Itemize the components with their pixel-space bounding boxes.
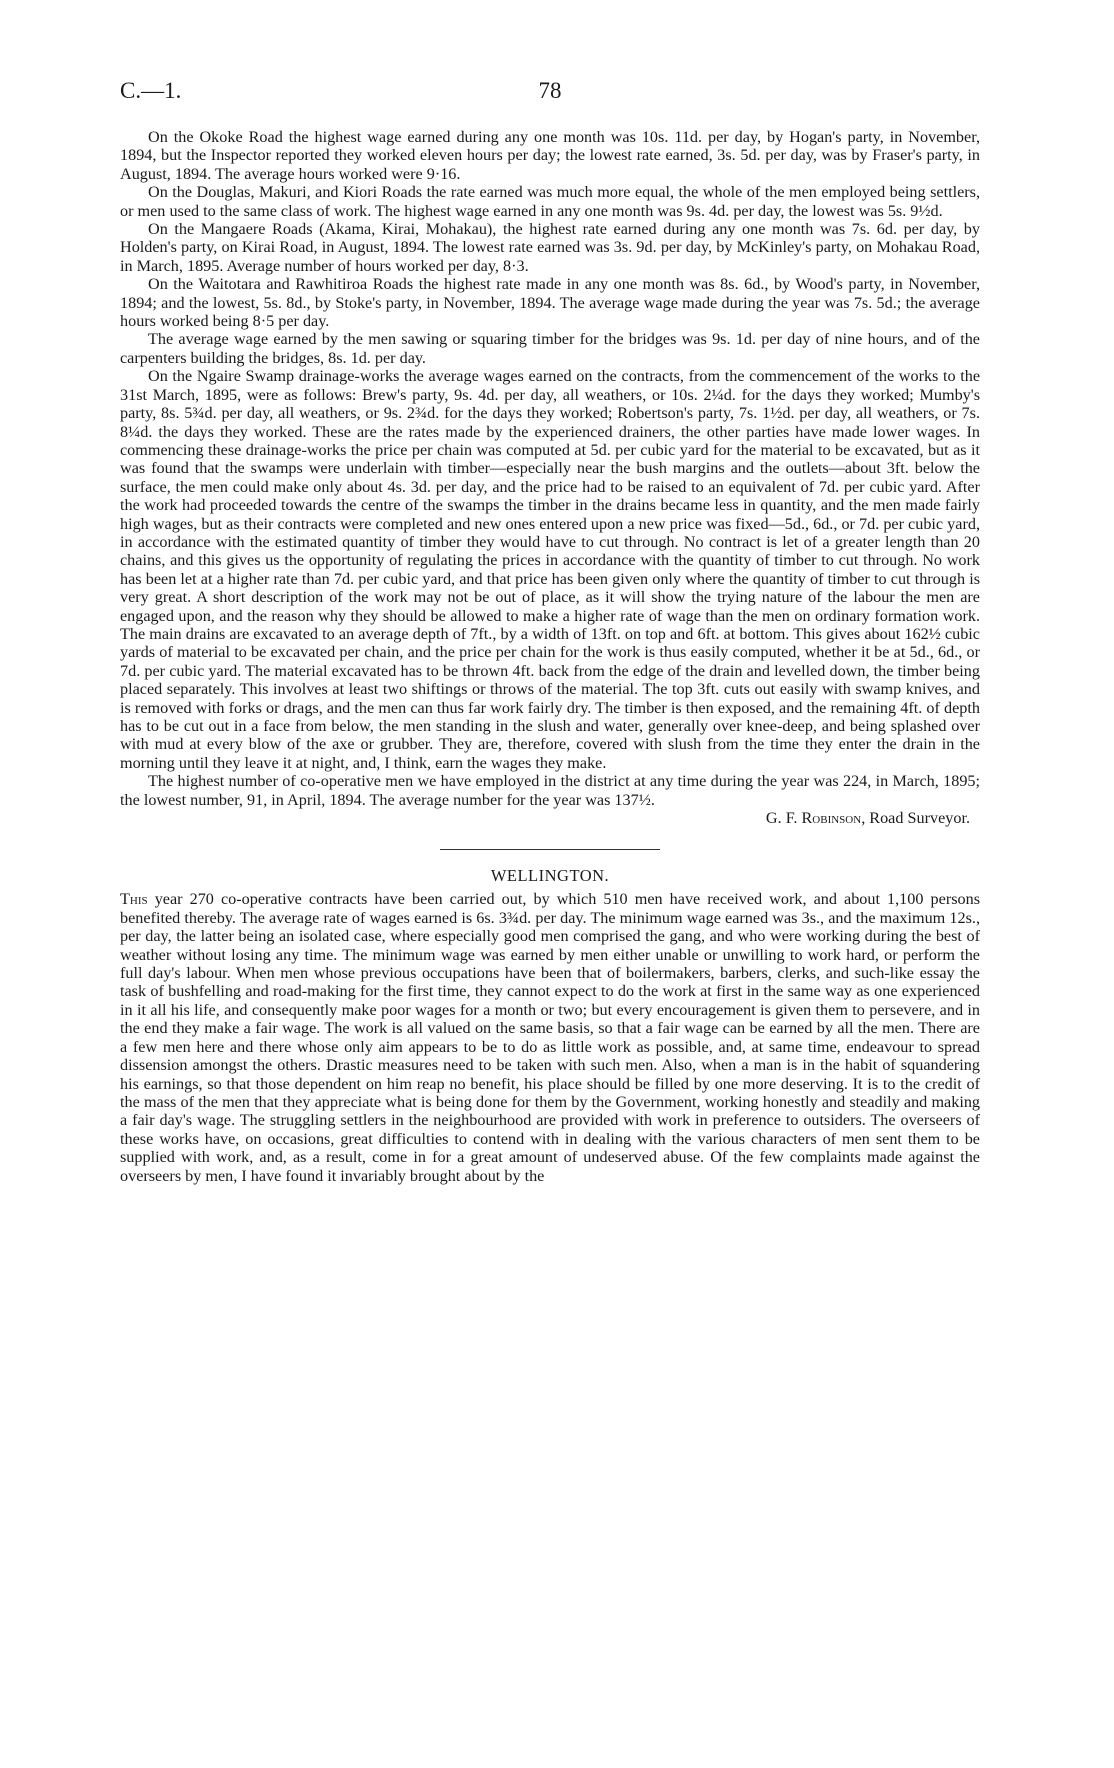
wellington-section [120,866,980,1185]
document-reference: C.—1. [120,78,182,103]
signature [120,809,980,827]
paragraph-cooperative-numbers: The highest number of co-operative men we have employed in the district at any time during the year was 224, in March, 1895; the lowest number, 91, in April, 1894. The average number for the year was 137½. [120,772,980,809]
paragraph-mangaere-roads: On the Mangaere Roads (Akama, Kirai, Mohakau), the highest rate earned during any one month was 7s. 6d. per day, by Holden's party, on Kirai Road, in August, 1894. The lowest rate earned was 3s. 9d. per day, by McKinley's party, on Mohakau Road, in March, 1895. Average number of hours worked per day, 8·3. [120,220,980,275]
road-surveyor-report [120,128,980,827]
paragraph-waitotara-roads: On the Waitotara and Rawhitiroa Roads the highest rate made in any one month was 8s. 6d., by Wood's party, in November, 1894; and the lowest, 5s. 8d., by Stoke's party, in November, 1894. The average wage made during the year was 7s. 5d.; the average hours worked being 8·5 per day. [120,275,980,331]
paragraph-wellington-text: year 270 co-operative contracts have been carried out, by which 510 men have received work, and about 1,100 persons benefited thereby. The average rate of wages earned is 6s. 3¾d. per day. The minimum wage earned was 3s., and the maximum 12s., per day, the latter being an isolated case, where especially good men comprised the gang, and who were working during the best of weather without losing any time. The minimum wage was earned by men either unable or unwilling to work hard, or perform the full day's labour. When men whose previous occupations have been that of boilermakers, barbers, clerks, and such-like essay the task of bushfelling and road-making for the first time, they cannot expect to do the work at first in the same way as one experienced in it all his life, and consequently make poor wages for a month or two; but every encouragement is given them to persevere, and in the end they make a fair wage. The work is all valued on the same basis, so that a fair wage can be earned by all the men. There are a few men here and there whose only aim appears to be to do as little work as possible, and, at same time, endeavour to spread dissension amongst the others. Drastic measures need to be taken with such men. Also, when a man is in the habit of squandering his earnings, so that those dependent on him reap no benefit, his place should be filled by one more deserving. It is to the credit of the mass of the men that they appreciate what is being done for them by the Government, working honestly and steadily and making a fair day's wage. The struggling settlers in the neighbourhood are provided with work in preference to outsiders. The overseers of these works have, on occasions, great difficulties to contend with in dealing with the various characters of men sent them to be supplied with work, and, as a result, come in for a great amount of undeserved abuse. Of the few complaints made against the overseers by men, I have found it invariably brought about by the [120,890,980,1185]
page-header [120,78,980,118]
section-divider [440,849,660,850]
paragraph-douglas-roads: On the Douglas, Makuri, and Kiori Roads the rate earned was much more equal, the whole of the men employed being settlers, or men used to the same class of work. The highest wage earned in any one month was 9s. 4d. per day, the lowest was 5s. 9½d. [120,183,980,220]
drop-word: This [120,890,148,909]
paragraph-bridge-timber: The average wage earned by the men sawing or squaring timber for the bridges was 9s. 1d. per day of nine hours, and of the carpenters building the bridges, 8s. 1d. per day. [120,330,980,367]
paragraph-wellington [120,890,980,1185]
section-title: WELLINGTON. [490,866,610,886]
paragraph-ngaire-swamp: On the Ngaire Swamp drainage-works the average wages earned on the contracts, from the commencement of the works to the 31st March, 1895, were as follows: Brew's party, 9s. 4d. per day, all weathers, or 10s. 2¼d. for the days they worked; Mumby's party, 8s. 5¾d. per day, all weathers, or 9s. 2¾d. for the days they worked; Robertson's party, 7s. 1½d. per day, all weathers, or 7s. 8¼d. the days they worked. These are the rates made by the experienced drainers, the other parties have made lower wages. In commencing these drainage-works the price per chain was computed at 5d. per cubic yard for the material to be excavated, but as it was found that the swamps were underlain with timber—especially near the bush margins and the outlets—about 3ft. below the surface, the men could make only about 4s. 3d. per day, and the price had to be raised to an equivalent of 7d. per cubic yard. After the work had proceeded towards the centre of the swamps the timber in the drains became less in quantity, and the men made fairly high wages, but as their contracts were completed and new ones entered upon a new price was fixed—5d., 6d., or 7d. per cubic yard, in accordance with the estimated quantity of timber they would have to cut through. No contract is let of a greater length than 20 chains, and this gives us the opportunity of regulating the prices in accordance with the quantity of timber to cut through. No work has been let at a higher rate than 7d. per cubic yard, and that price has been given only where the quantity of timber to cut through is very great. A short description of the work may not be out of place, as it will show the trying nature of the labour the men are engaged upon, and the reason why they should be allowed to make a higher rate of wage than the men on ordinary formation work. The main drains are excavated to an average depth of 7ft., by a width of 13ft. on top and 6ft. at bottom. This gives about 162½ cubic yards of material to be excavated per chain, and the price per chain for the work is thus easily computed, whether it be at 5d., 6d., or 7d. per cubic yard. The material excavated has to be thrown 4ft. back from the edge of the drain and levelled down, the timber being placed separately. This involves at least two shiftings or throws of the material. The top 3ft. cuts out easily with swamp knives, and is removed with forks or drags, and the men can thus far work fairly dry. The timber is then exposed, and the remaining 4ft. of depth has to be cut out in a face from below, the men standing in the slush and water, generally over knee-deep, and being splashed over with mud at every blow of the axe or grubber. They are, therefore, covered with slush from the time they enter the drain in the morning until they leave it at night, and, I think, earn the wages they make. [120,367,980,772]
document-page [120,78,980,1185]
signature-name: G. F. Robinson [765,809,862,828]
paragraph-okoke-road: On the Okoke Road the highest wage earned during any one month was 10s. 11d. per day, by Hogan's party, in November, 1894, but the Inspector reported they worked eleven hours per day; the lowest rate earned, 3s. 5d. per day, was by Fraser's party, in August, 1894. The average hours worked were 9·16. [120,128,980,183]
page-number: 78 [538,78,562,103]
signature-title: , Road Surveyor. [861,809,970,828]
